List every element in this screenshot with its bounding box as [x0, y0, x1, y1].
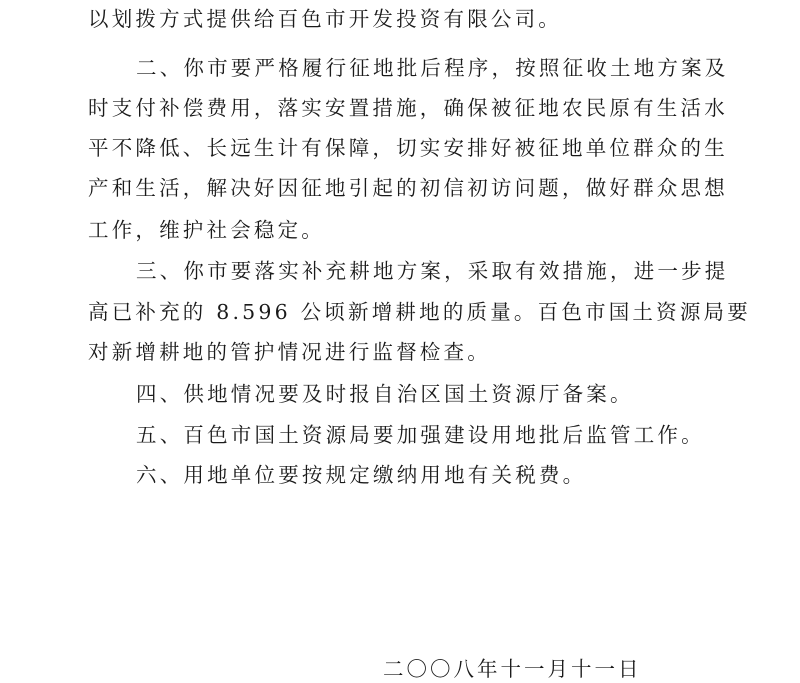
paragraph-2-line-5: 工作，维护社会稳定。 — [88, 218, 325, 242]
document-date: 二〇〇八年十一月十一日 — [383, 657, 642, 681]
paragraph-5-line: 五、百色市国土资源局要加强建设用地批后监管工作。 — [136, 423, 705, 447]
paragraph-2-line-2: 时支付补偿费用，落实安置措施，确保被征地农民原有生活水 — [88, 96, 728, 120]
paragraph-2-line-1: 二、你市要严格履行征地批后程序，按照征收土地方案及 — [136, 56, 729, 80]
paragraph-3-line-1: 三、你市要落实补充耕地方案，采取有效措施，进一步提 — [136, 259, 729, 283]
paragraph-4-line: 四、供地情况要及时报自治区国土资源厅备案。 — [136, 382, 634, 406]
paragraph-3-line-3: 对新增耕地的管护情况进行监督检查。 — [88, 340, 491, 364]
paragraph-line-1: 以划拨方式提供给百色市开发投资有限公司。 — [88, 7, 562, 31]
paragraph-6-line: 六、用地单位要按规定缴纳用地有关税费。 — [136, 463, 587, 487]
paragraph-3-line-2: 高已补充的 8.596 公顷新增耕地的质量。百色市国土资源局要 — [88, 300, 751, 324]
paragraph-2-line-3: 平不降低、长远生计有保障，切实安排好被征地单位群众的生 — [88, 136, 728, 160]
paragraph-2-line-4: 产和生活，解决好因征地引起的初信初访问题，做好群众思想 — [88, 176, 728, 200]
